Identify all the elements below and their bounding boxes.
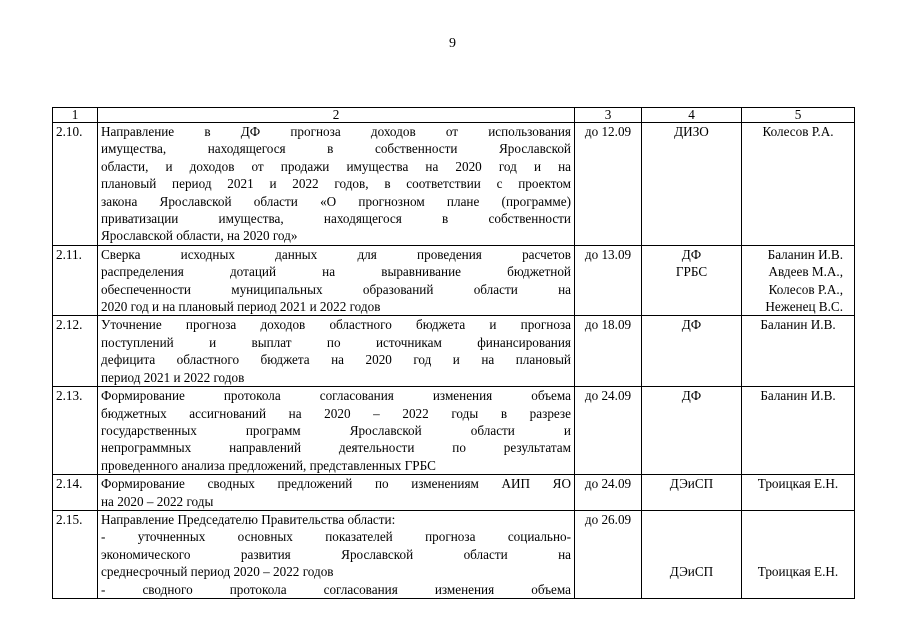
dept-name: ДФ [681, 317, 702, 333]
dept-name: ГРБС [675, 264, 708, 280]
row-responsible-dept [642, 316, 742, 387]
description-line: распределения дотаций на выравнивание бюджетной [101, 264, 571, 280]
description-line: среднесрочный период 2020 – 2022 годов [101, 564, 334, 580]
person-name: Баланин И.В. [767, 246, 843, 262]
row-responsible-dept [642, 123, 742, 246]
description-line: имущества, находящегося в собственности Ярославской [101, 141, 571, 157]
schedule-table [52, 107, 855, 599]
column-header: 2 [98, 108, 575, 123]
person-name: Авдеев М.А., [768, 264, 843, 280]
row-description [98, 510, 575, 598]
row-responsible-person [742, 316, 855, 387]
row-description [98, 387, 575, 475]
row-responsible-dept [642, 475, 742, 511]
description-line: - сводного протокола согласования изменения объема [101, 581, 571, 597]
description-line: непрограммных направлений деятельности по результатам [101, 440, 571, 456]
description-line: Уточнение прогноза доходов областного бюджета и прогноза [101, 317, 571, 333]
description-line: экономического развития Ярославской области на [101, 546, 571, 562]
dept-name: ДФ [681, 246, 702, 262]
description-line: на 2020 – 2022 годы [101, 493, 214, 509]
description-line: Формирование протокола согласования изменения объема [101, 388, 571, 404]
person-name: Троицкая Е.Н. [757, 563, 839, 579]
row-responsible-dept [642, 387, 742, 475]
row-description [98, 123, 575, 246]
table-row [53, 245, 855, 316]
cell-spacer [645, 511, 738, 563]
description-line: поступлений и выплат по источникам финансирования [101, 334, 571, 350]
row-number: 2.10. [53, 123, 98, 246]
row-deadline: до 26.09 [575, 510, 642, 598]
description-line: Направление Председателю Правительства области: [101, 511, 396, 527]
table-header-row [53, 108, 855, 123]
description-line: дефицита областного бюджета на 2020 год и на плановый [101, 352, 571, 368]
description-line: бюджетных ассигнований на 2020 – 2022 годы в разрезе [101, 405, 571, 421]
description-line: 2020 год и на плановый период 2021 и 2022 годов [101, 299, 381, 315]
row-description [98, 245, 575, 316]
dept-name: ДЭиСП [669, 563, 714, 579]
dept-name: ДИЗО [674, 124, 709, 139]
description-line: - уточненных основных показателей прогноза социально- [101, 529, 571, 545]
row-responsible-person [742, 387, 855, 475]
person-name: Баланин И.В. [760, 388, 836, 404]
description-line: Ярославской области, на 2020 год» [101, 228, 298, 244]
table-row [53, 316, 855, 387]
description-line: проведенного анализа предложений, представленных ГРБС [101, 457, 436, 473]
description-line: приватизации имущества, находящегося в собственности [101, 211, 571, 227]
person-name: Неженец В.С. [765, 299, 843, 315]
description-line: области, и доходов от продажи имущества на 2020 год и на [101, 158, 571, 174]
person-name: Троицкая Е.Н. [757, 476, 839, 492]
description-line: закона Ярославской области «О прогнозном плане (программе) [101, 193, 571, 209]
row-responsible-person [742, 245, 855, 316]
row-number: 2.12. [53, 316, 98, 387]
row-number: 2.13. [53, 387, 98, 475]
description-line: период 2021 и 2022 годов [101, 369, 245, 385]
row-number: 2.14. [53, 475, 98, 511]
row-description [98, 475, 575, 511]
row-responsible-dept [642, 245, 742, 316]
dept-name: ДЭиСП [669, 476, 714, 492]
description-line: Направление в ДФ прогноза доходов от использования [101, 124, 571, 139]
description-line: государственных программ Ярославской области и [101, 422, 571, 438]
row-responsible-dept [642, 510, 742, 598]
row-deadline: до 24.09 [575, 475, 642, 511]
description-line: Сверка исходных данных для проведения расчетов [101, 246, 571, 262]
table-row [53, 475, 855, 511]
cell-spacer [745, 511, 851, 563]
row-responsible-person [742, 510, 855, 598]
column-header: 1 [53, 108, 98, 123]
row-description [98, 316, 575, 387]
description-line: Формирование сводных предложений по изменениям АИП ЯО [101, 476, 571, 492]
person-name: Колесов Р.А. [762, 124, 834, 139]
row-responsible-person [742, 475, 855, 511]
table-row [53, 387, 855, 475]
person-name: Баланин И.В. [760, 317, 836, 333]
row-deadline: до 12.09 [575, 123, 642, 246]
table-row [53, 123, 855, 246]
row-responsible-person [742, 123, 855, 246]
description-line: обеспеченности муниципальных образований области на [101, 281, 571, 297]
row-deadline: до 13.09 [575, 245, 642, 316]
row-number: 2.11. [53, 245, 98, 316]
column-header: 3 [575, 108, 642, 123]
description-line: плановый период 2021 и 2022 годов, в соответствии с проектом [101, 176, 571, 192]
column-header: 4 [642, 108, 742, 123]
column-header: 5 [742, 108, 855, 123]
person-name: Колесов Р.А., [768, 281, 843, 297]
table-row [53, 510, 855, 598]
row-number: 2.15. [53, 510, 98, 598]
dept-name: ДФ [681, 388, 702, 404]
row-deadline: до 24.09 [575, 387, 642, 475]
row-deadline: до 18.09 [575, 316, 642, 387]
page-number: 9 [449, 36, 456, 51]
